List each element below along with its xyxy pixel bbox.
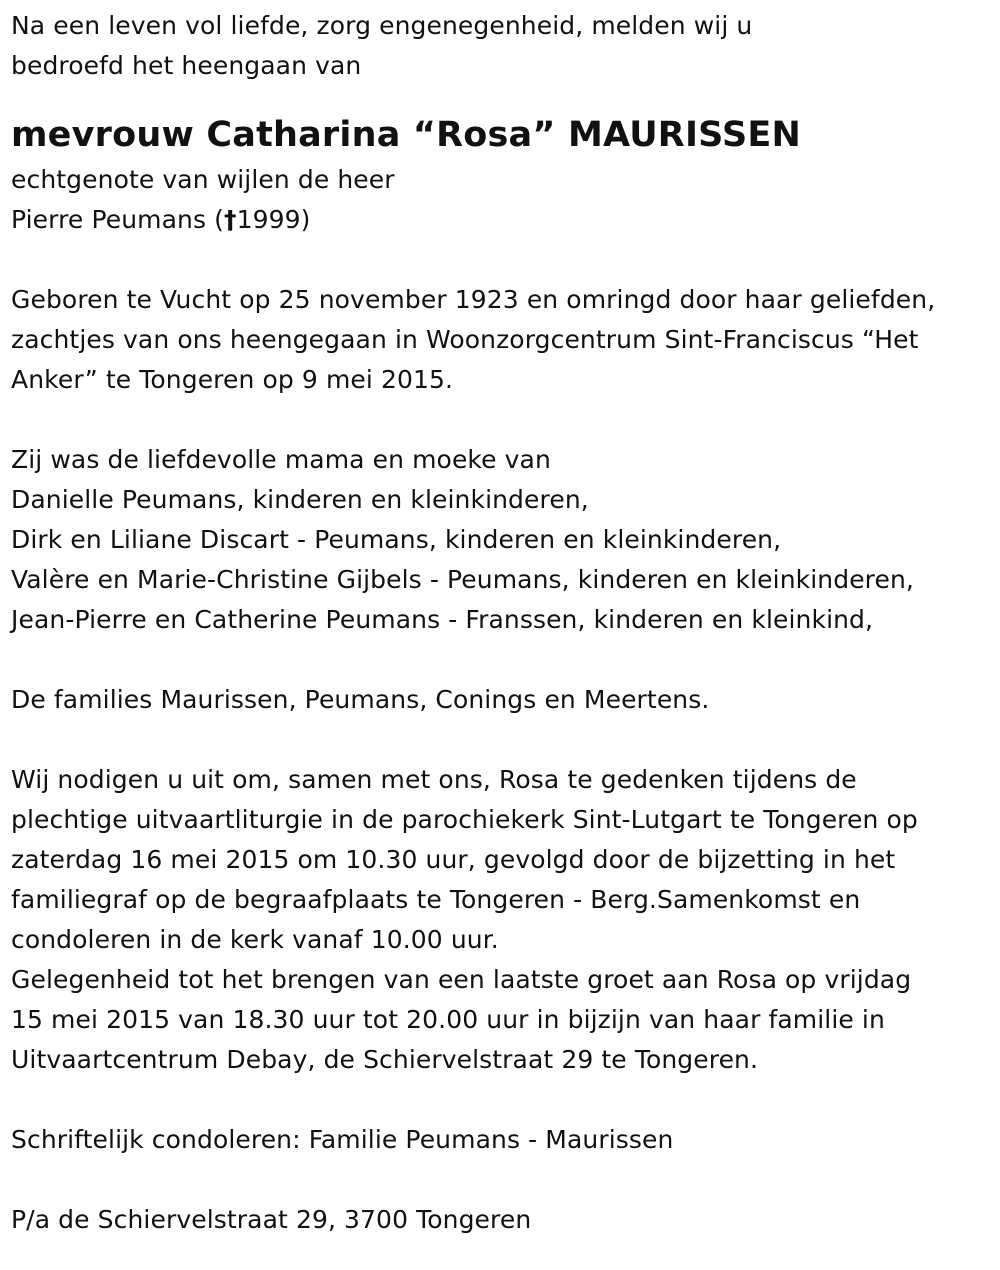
family-member: Jean-Pierre en Catherine Peumans - Franssen, kinderen en kleinkind,: [11, 605, 874, 634]
family-member: Danielle Peumans, kinderen en kleinkinderen,: [11, 485, 589, 514]
spacer: [11, 400, 993, 440]
intro-line-1: Na een leven vol liefde, zorg engenegenheid, melden wij u: [11, 11, 753, 40]
spacer: [11, 1160, 993, 1200]
spouse-death-year: 1999): [236, 205, 311, 234]
family-intro: Zij was de liefdevolle mama en moeke van: [11, 445, 551, 474]
spacer: [11, 640, 993, 680]
ceremony-line: Wij nodigen u uit om, samen met ons, Rosa te gedenken tijdens de: [11, 765, 857, 794]
ceremony-line: condoleren in de kerk vanaf 10.00 uur.: [11, 925, 499, 954]
spacer: [11, 1080, 993, 1120]
families-line: De families Maurissen, Peumans, Conings en Meertens.: [11, 685, 710, 714]
ceremony-line: plechtige uitvaartliturgie in de parochiekerk Sint-Lutgart te Tongeren op: [11, 805, 918, 834]
visitation-line: Uitvaartcentrum Debay, de Schiervelstraat 29 te Tongeren.: [11, 1045, 759, 1074]
deceased-name: mevrouw Catharina “Rosa” MAURISSEN: [11, 115, 802, 155]
ceremony-line: familiegraf op de begraafplaats te Tongeren - Berg.Samenkomst en: [11, 885, 861, 914]
birth-death-line-1: Geboren te Vucht op 25 november 1923 en omringd door haar geliefden,: [11, 285, 936, 314]
visitation-line: 15 mei 2015 van 18.30 uur tot 20.00 uur in bijzijn van haar familie in: [11, 1005, 885, 1034]
spouse-line-1: echtgenote van wijlen de heer: [11, 165, 395, 194]
condolences-address: P/a de Schiervelstraat 29, 3700 Tongeren: [11, 1205, 532, 1234]
spouse-name: Pierre Peumans (: [11, 205, 225, 234]
birth-death-line-3: Anker” te Tongeren op 9 mei 2015.: [11, 365, 454, 394]
family-member: Valère en Marie-Christine Gijbels - Peumans, kinderen en kleinkinderen,: [11, 565, 914, 594]
spacer: [11, 240, 993, 280]
birth-death-line-2: zachtjes van ons heengegaan in Woonzorgcentrum Sint-Franciscus “Het: [11, 325, 919, 354]
condolences-line: Schriftelijk condoleren: Familie Peumans - Maurissen: [11, 1125, 674, 1154]
cross-icon: †: [224, 205, 237, 234]
obituary-notice: [11, 6, 993, 1240]
ceremony-line: zaterdag 16 mei 2015 om 10.30 uur, gevolgd door de bijzetting in het: [11, 845, 896, 874]
spacer: [11, 720, 993, 760]
family-member: Dirk en Liliane Discart - Peumans, kinderen en kleinkinderen,: [11, 525, 782, 554]
visitation-line: Gelegenheid tot het brengen van een laatste groet aan Rosa op vrijdag: [11, 965, 912, 994]
spouse-line-2: [11, 200, 993, 240]
intro-line-2: bedroefd het heengaan van: [11, 51, 362, 80]
